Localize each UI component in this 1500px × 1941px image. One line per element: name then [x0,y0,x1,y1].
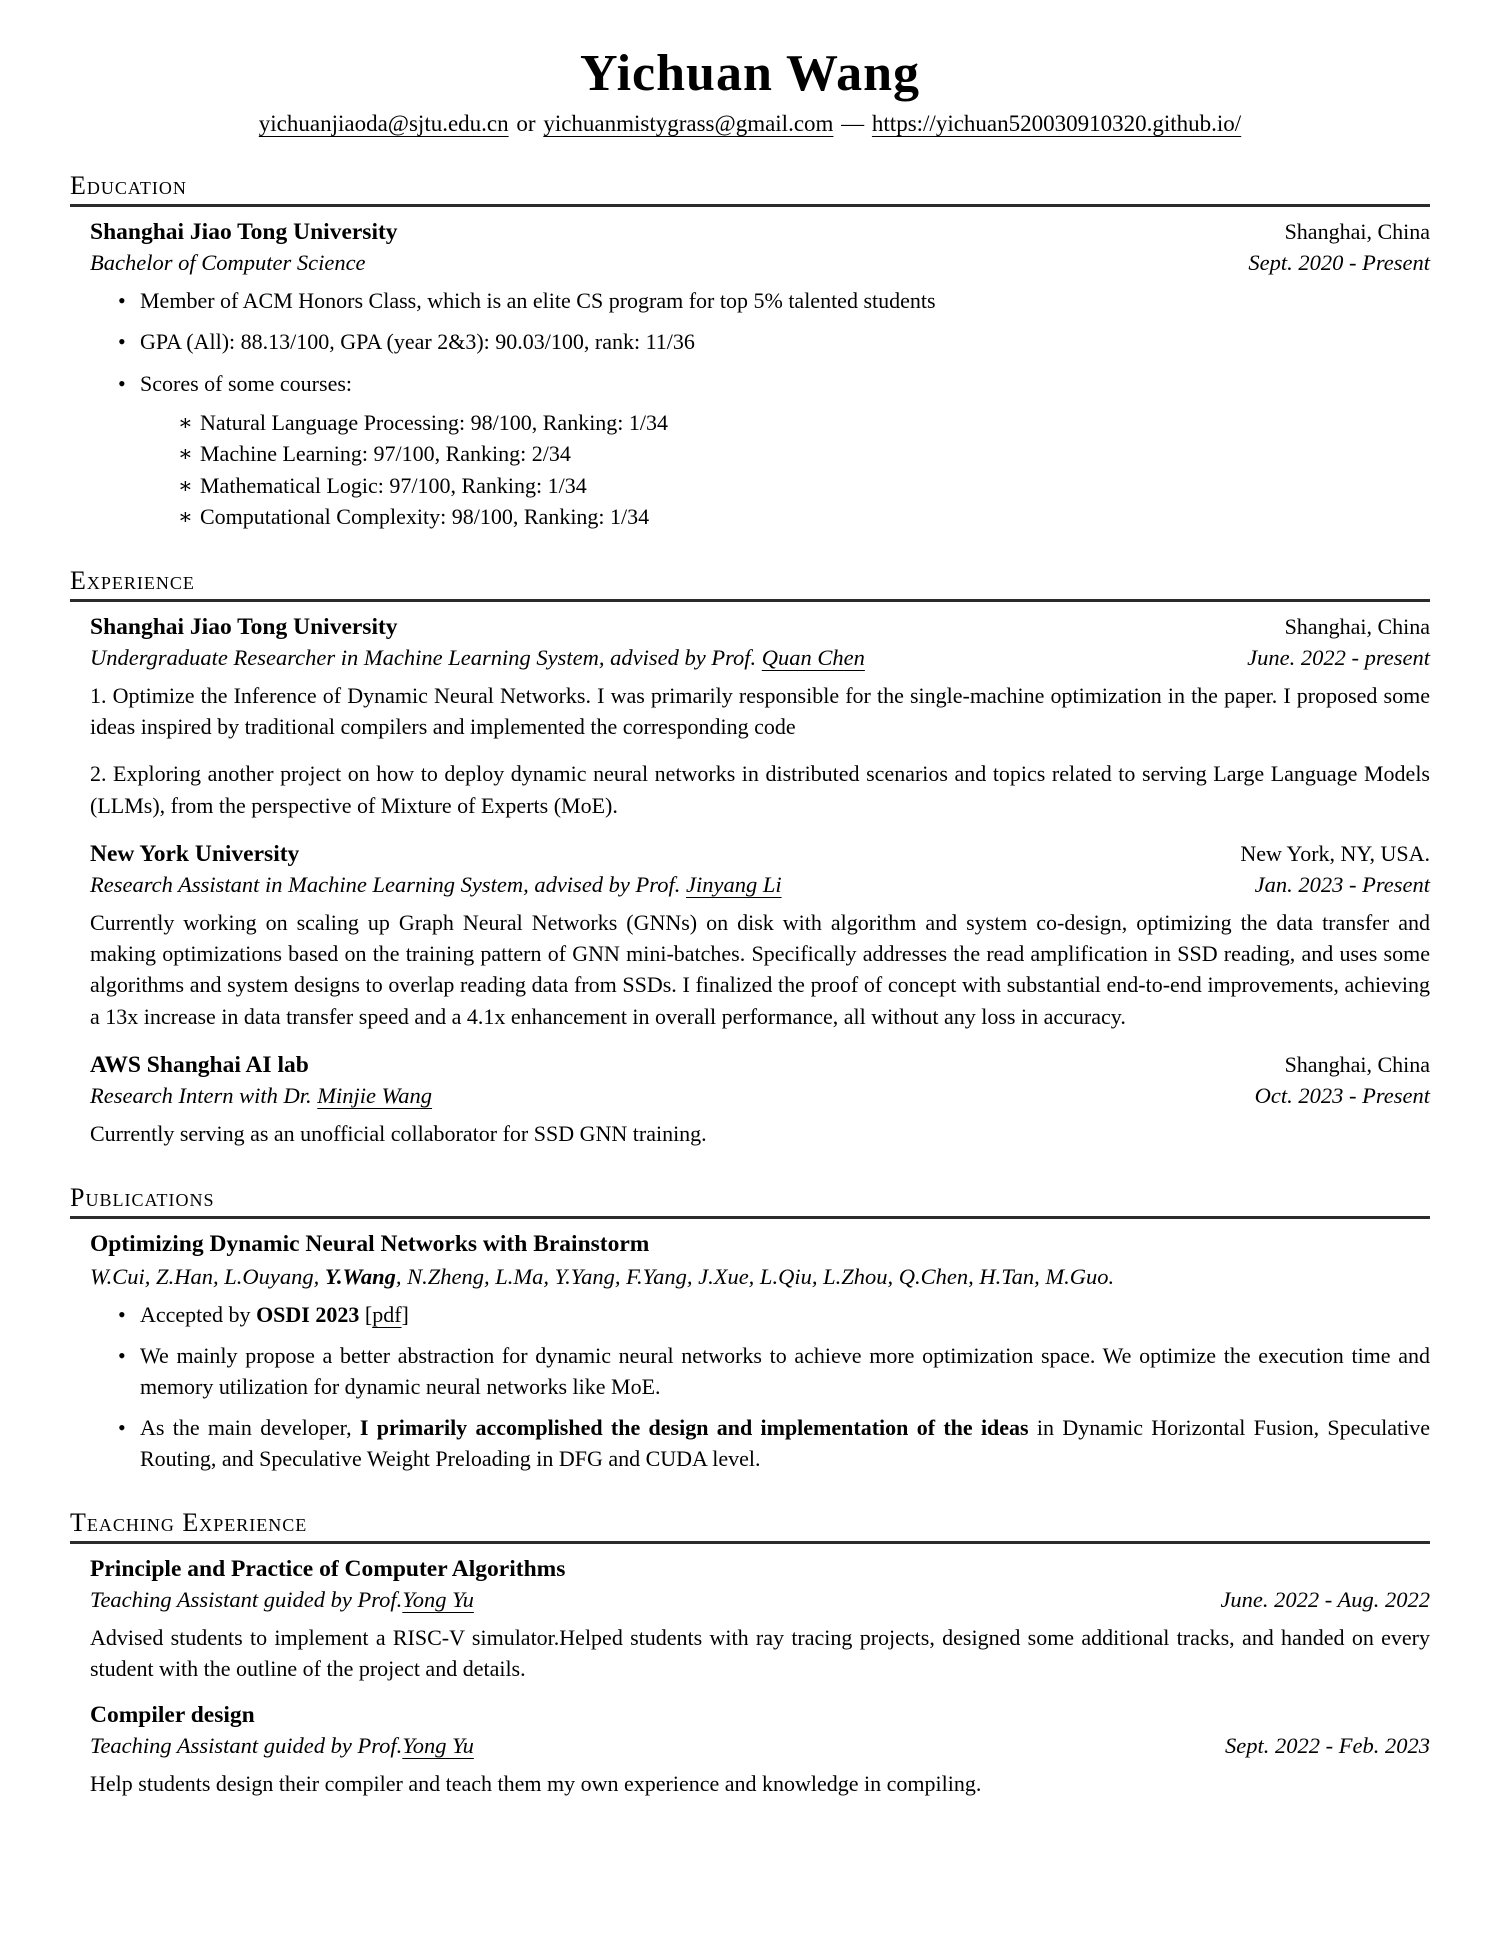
teaching-entry-compiler [70,1702,1430,1799]
teaching-description: Help students design their compiler and teach them my own experience and knowledge in compiling. [90,1771,982,1797]
publication-bullet-accepted [90,1300,1430,1330]
teaching-entry-algorithms [70,1556,1430,1684]
teaching-dates: Sept. 2022 - Feb. 2023 [1225,1733,1430,1759]
job-description-paragraph: 2. Exploring another project on how to deploy dynamic neural networks in distributed scenarios and topics related to serving Large Language Models (LLMs), from the perspective of Mixture of Experts (MoE). [90,761,1430,818]
section-title-teaching: Teaching Experience [70,1508,1430,1544]
publication-bullet [90,1413,1430,1474]
section-teaching [70,1508,1430,1800]
teaching-dates: June. 2022 - Aug. 2022 [1220,1586,1430,1612]
education-entry [70,219,1430,532]
degree-name: Bachelor of Computer Science [90,250,366,275]
teaching-role-row [90,1733,1430,1759]
advisor-link[interactable]: Yong Yu [402,1733,474,1759]
course-score-item: ∗ Computational Complexity: 98/100, Ranking: 1/34 [140,501,1430,532]
teaching-role-text: Teaching Assistant guided by Prof. [90,1733,403,1759]
publication-bullet-list [90,1300,1430,1474]
publication-bullet: • We mainly propose a better abstraction for dynamic neural networks to achieve more optimization space. We optimize the execution time and memory utilization for dynamic neural networks like MoE. [90,1341,1430,1402]
job-description-paragraph: 1. Optimize the Inference of Dynamic Neural Networks. I was primarily responsible for the single-machine optimization in the paper. I proposed some ideas inspired by traditional compilers and implemented the corresponding code [90,683,1430,740]
section-title-education: Education [70,171,1430,207]
resume-header [70,44,1430,137]
job-role-text: Research Assistant in Machine Learning System, advised by Prof. [90,871,686,897]
experience-heading-row [90,841,1430,868]
section-publications [70,1183,1430,1474]
advisor-link[interactable]: Quan Chen [761,645,865,671]
education-bullet: • GPA (All): 88.13/100, GPA (year 2&3): 90.03/100, rank: 11/36 [90,327,1430,357]
course-score-item: ∗ Natural Language Processing: 98/100, Ranking: 1/34 [140,407,1430,438]
experience-heading-row [90,1052,1430,1079]
education-heading-row [90,219,1430,246]
course-score-list [140,407,1430,532]
publication-entry [70,1231,1430,1474]
job-description-paragraph: Currently working on scaling up Graph Neural Networks (GNNs) on disk with algorithm and system co-design, optimizing the data transfer and making optimizations based on the training pattern of GNN mini-batches. Specifically addresses the read amplification in SSD reading, and uses some algorithms and system designs to overlap reading data from SSDs. I finalized the proof of concept with substantial end-to-end improvements, achieving a 13x increase in data transfer speed and a 4.1x enhancement in overall performance, all without any loss in accuracy. [90,909,1430,1029]
education-bullet [90,369,1430,532]
job-role [90,872,782,898]
experience-entry-sjtu [70,614,1430,821]
section-title-experience: Experience [70,566,1430,602]
education-dates: Sept. 2020 - Present [1248,250,1430,275]
school-name: Shanghai Jiao Tong University [90,219,398,245]
course-name: Compiler design [90,1702,255,1729]
course-name: Principle and Practice of Computer Algorithms [90,1555,566,1582]
contribution-highlight: I primarily accomplished the design and implementation of the ideas [359,1415,1029,1441]
person-name: Yichuan Wang [579,45,921,102]
employer-name: Shanghai Jiao Tong University [90,614,398,641]
personal-website-link[interactable]: https://yichuan520030910320.github.io/ [871,111,1242,136]
job-role-text: Undergraduate Researcher in Machine Learning System, advised by Prof. [90,645,762,671]
experience-role-row [90,872,1430,898]
venue-name: OSDI 2023 [256,1302,360,1328]
pdf-link[interactable]: pdf [372,1302,402,1328]
job-dates: Oct. 2023 - Present [1254,1082,1430,1108]
education-bullet: • Member of ACM Honors Class, which is an elite CS program for top 5% talented students [90,286,1430,316]
employer-name: AWS Shanghai AI lab [90,1051,309,1078]
contribution-prefix: As the main developer, [140,1415,360,1441]
course-score-item: ∗ Machine Learning: 97/100, Ranking: 2/34 [140,438,1430,469]
paper-authors [90,1264,1430,1290]
section-experience [70,566,1430,1149]
job-role-text: Research Intern with Dr. [90,1082,318,1108]
employer-location: Shanghai, China [1284,1051,1430,1077]
education-bullet-label: Scores of some courses: [140,370,353,396]
job-dates: June. 2022 - present [1247,645,1430,671]
authors-after: , N.Zheng, L.Ma, Y.Yang, F.Yang, J.Xue, L.Qiu, L.Zhou, Q.Chen, H.Tan, M.Guo. [395,1264,1115,1290]
teaching-role [90,1733,474,1759]
bracket-close: ] [401,1302,409,1328]
experience-entry-nyu [70,841,1430,1032]
employer-location: New York, NY, USA. [1240,840,1430,866]
teaching-role [90,1587,474,1613]
teaching-role-row [90,1587,1430,1613]
advisor-link[interactable]: Minjie Wang [317,1082,433,1108]
contact-separator-or: or [516,111,536,136]
contact-line [70,111,1430,137]
employer-name: New York University [90,840,300,867]
education-degree-row [90,250,1430,276]
job-description-paragraph: Currently serving as an unofficial collaborator for SSD GNN training. [90,1120,707,1146]
authors-before: W.Cui, Z.Han, L.Ouyang, [90,1264,325,1290]
email-gmail-link[interactable]: yichuanmistygrass@gmail.com [543,111,834,136]
job-role [90,1083,432,1109]
school-location: Shanghai, China [1284,219,1430,244]
teaching-description: Advised students to implement a RISC-V simulator.Helped students with ray tracing projects, designed some additional tracks, and handed on every student with the outline of the project and details. [90,1624,1430,1682]
course-score-item: ∗ Mathematical Logic: 97/100, Ranking: 1/34 [140,470,1430,501]
experience-role-row [90,1083,1430,1109]
experience-entry-aws [70,1052,1430,1149]
email-sjtu-link[interactable]: yichuanjiaoda@sjtu.edu.cn [258,111,509,136]
section-education [70,171,1430,532]
author-self: Y.Wang [324,1264,396,1290]
job-dates: Jan. 2023 - Present [1254,871,1430,897]
advisor-link[interactable]: Jinyang Li [685,871,782,897]
job-role [90,645,865,671]
education-bullet-list [90,286,1430,532]
teaching-role-text: Teaching Assistant guided by Prof. [90,1586,403,1612]
accepted-prefix: Accepted by [140,1302,257,1328]
advisor-link[interactable]: Yong Yu [402,1586,474,1612]
experience-role-row [90,645,1430,671]
paper-title: Optimizing Dynamic Neural Networks with Brainstorm [90,1231,650,1258]
experience-heading-row [90,614,1430,641]
bracket-open: [ [359,1302,373,1328]
section-title-publications: Publications [70,1183,1430,1219]
contribution-suffix: in Dynamic Horizontal Fusion, Speculative Routing, and Speculative Weight Preloading in DFG and CUDA level. [140,1415,1431,1471]
contact-separator-dash: — [841,111,865,136]
employer-location: Shanghai, China [1284,614,1430,640]
